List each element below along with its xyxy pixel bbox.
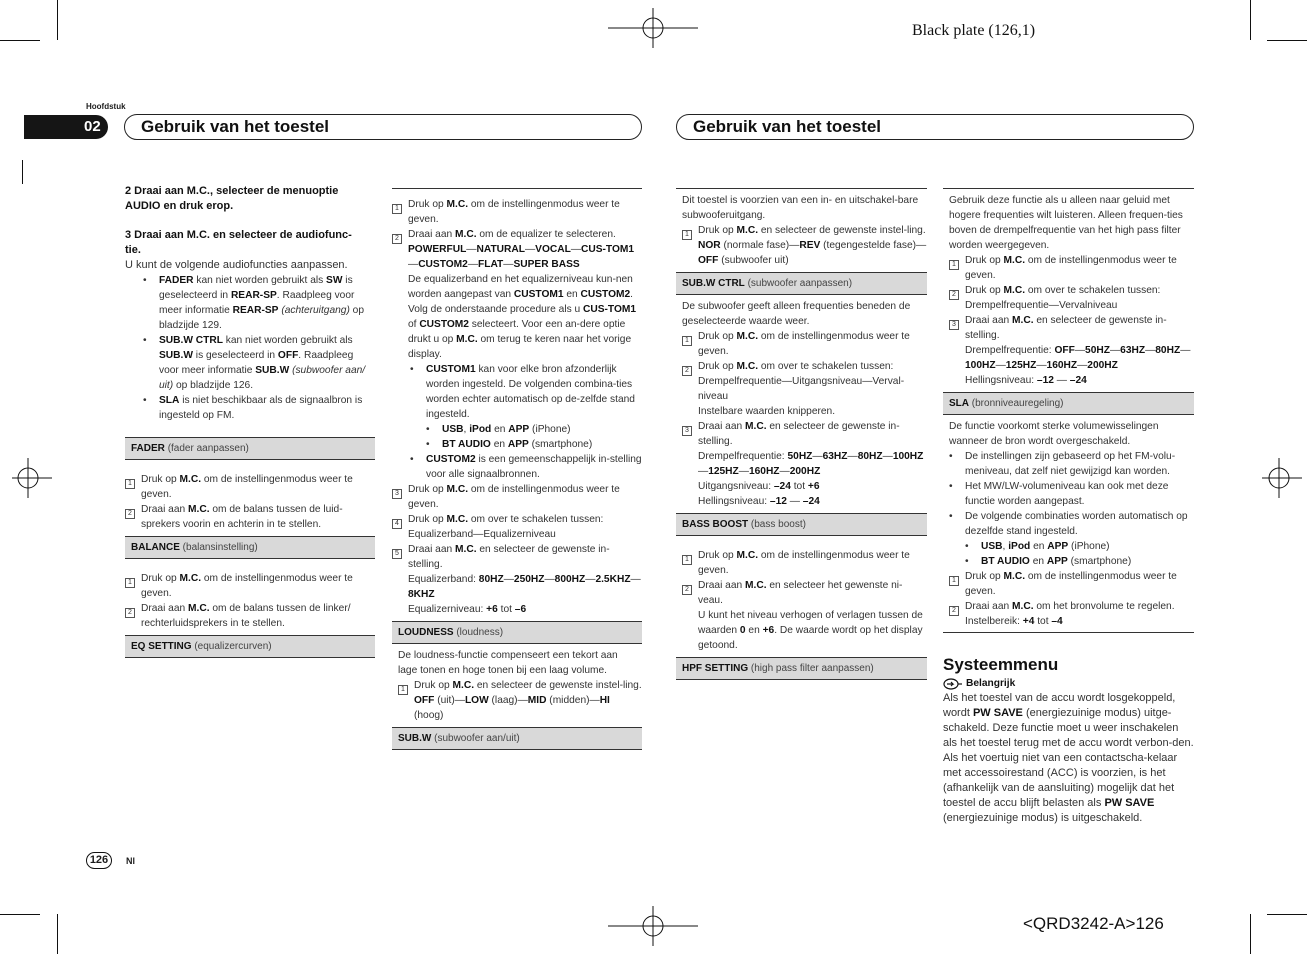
list-item: • USB, iPod en APP (iPhone): [426, 424, 571, 435]
crop-mark: [1267, 40, 1307, 41]
list-item: 1 Druk op M.C. om de instellingenmodus weer te geven.: [676, 329, 927, 359]
sla-header: SLA (bronniveauregeling): [943, 392, 1194, 415]
list-item: 1 Druk op M.C. om de instellingenmodus weer te geven.: [676, 548, 927, 578]
list-item: 2 Draai aan M.C. om de balans tussen de luid-sprekers voorin en achterin in te stellen.: [125, 502, 375, 532]
crop-mark: [0, 914, 40, 915]
subw-ctrl-header: SUB.W CTRL (subwoofer aanpassen): [676, 272, 927, 295]
crop-mark: [22, 160, 23, 184]
language-code: Nl: [126, 856, 135, 866]
registration-mark-icon: [1262, 458, 1302, 498]
column-2: [392, 188, 642, 750]
list-item: 2 Draai aan M.C. om de balans tussen de linker/ rechterluidsprekers in te stellen.: [125, 601, 375, 631]
list-item: 3 Druk op M.C. om de instellingenmodus weer te geven.: [392, 482, 642, 512]
important-icon: [943, 678, 963, 690]
list-item: 1 Druk op M.C. om de instellingenmodus weer te geven.: [943, 569, 1194, 599]
list-item: • BT AUDIO en APP (smartphone): [426, 439, 593, 450]
list-item: 1 Druk op M.C. om de instellingenmodus weer te geven.: [943, 253, 1194, 283]
subwoofer-intro: Dit toestel is voorzien van een in- en uitschakel-bare subwooferuitgang.: [682, 195, 919, 221]
registration-mark-icon: [12, 458, 52, 498]
list-item: 2 Druk op M.C. om over te schakelen tussen: Drempelfrequentie—Vervalniveau: [943, 283, 1194, 313]
list-item: 3 Draai aan M.C. en selecteer de gewenste in-stelling. Drempelfrequentie: OFF—50HZ—63HZ—80HZ—100HZ—125HZ—160HZ—200HZ Hellingsniveau: –12 — –24: [943, 313, 1194, 388]
list-item: • USB, iPod en APP (iPhone): [965, 541, 1110, 552]
important-note: Belangrijk: [943, 676, 1194, 691]
list-item: • FADER kan niet worden gebruikt als SW is geselecteerd in REAR-SP. Raadpleeg voor meer informatie REAR-SP (achteruitgang) op bladzijde 129.: [143, 275, 365, 331]
subw-header: SUB.W (subwoofer aan/uit): [392, 727, 642, 750]
list-item: • BT AUDIO en APP (smartphone): [965, 556, 1132, 567]
step-2: 2 Draai aan M.C., selecteer de menuoptie AUDIO en druk erop.: [125, 185, 339, 212]
crop-mark: [57, 0, 58, 40]
step-3: 3 Draai aan M.C. en selecteer de audiofunc-: [125, 229, 352, 241]
crop-mark: [1250, 0, 1251, 40]
loudness-header: LOUDNESS (loudness): [392, 621, 642, 644]
list-item: 2 Druk op M.C. om over te schakelen tussen: Drempelfrequentie—Uitgangsniveau—Verval-niveau Instelbare waarden knipperen.: [676, 359, 927, 419]
section-banner-right: Gebruik van het toestel: [676, 114, 1194, 140]
registration-mark-icon: [608, 8, 698, 48]
list-item: • SUB.W CTRL kan niet worden gebruikt als SUB.W is geselecteerd in OFF. Raadpleeg voor meer informatie SUB.W (subwoofer aan/ uit) op bladzijde 126.: [143, 335, 366, 391]
list-item: 2 Draai aan M.C. om de equalizer te selecteren. POWERFUL—NATURAL—VOCAL—CUS-TOM1—CUSTOM2—FLAT—SUPER BASS De equalizerband en het equalizerniveau kun-nen worden aangepast van CUSTOM1 en CUSTOM2. Volg de onderstaande procedure als u CUS-TOM1 of CUSTOM2 selecteert. Voor een an-dere optie drukt u op M.C. om terug te keren naar het vorige display.: [392, 227, 642, 362]
hpf-description: Gebruik deze functie als u alleen naar geluid met hogere frequenties wilt luisteren. Alleen frequen-ties boven de drempelfrequentie van het high pass filter worden weergegeven.: [949, 195, 1183, 251]
balance-header: BALANCE (balansinstelling): [125, 536, 375, 559]
chapter-number: 02: [24, 115, 108, 139]
list-item: • De instellingen zijn gebaseerd op het FM-volu-meniveau, dat zelf niet gewijzigd kan worden.: [949, 451, 1176, 477]
systeemmenu-title: Systeemmenu: [943, 655, 1059, 674]
plate-label: Black plate (126,1): [912, 22, 1036, 39]
section-banner-left: Gebruik van het toestel: [124, 114, 642, 140]
eq-setting-header: EQ SETTING (equalizercurven): [125, 635, 375, 658]
footer-code: <QRD3242-A>126: [1023, 914, 1164, 933]
list-item: 2 Draai aan M.C. om het bronvolume te regelen. Instelbereik: +4 tot –4: [943, 599, 1194, 629]
sla-description: De functie voorkomt sterke volumewisselingen wanneer de bron wordt overgeschakeld.: [949, 421, 1159, 447]
subw-ctrl-description: De subwoofer geeft alleen frequenties beneden de geselecteerde waarde weer.: [682, 301, 911, 327]
list-item: 5 Draai aan M.C. en selecteer de gewenste in-stelling. Equalizerband: 80HZ—250HZ—800HZ—2.5KHZ—8KHZ Equalizerniveau: +6 tot –6: [392, 542, 642, 617]
column-3: [676, 188, 927, 680]
list-item: 4 Druk op M.C. om over te schakelen tussen: Equalizerband—Equalizerniveau: [392, 512, 642, 542]
crop-mark: [57, 914, 58, 954]
crop-mark: [1267, 914, 1307, 915]
list-item: 1 Druk op M.C. en selecteer de gewenste instel-ling. OFF (uit)—LOW (laag)—MID (midden)—HI (hoog): [392, 678, 642, 723]
bass-boost-header: BASS BOOST (bass boost): [676, 513, 927, 536]
list-item: • De volgende combinaties worden automatisch op dezelfde stand ingesteld.: [949, 511, 1188, 537]
list-item: 1 Druk op M.C. om de instellingenmodus weer te geven.: [392, 197, 642, 227]
intro-text: U kunt de volgende audiofuncties aanpassen.: [125, 259, 348, 271]
page-number: 126: [86, 852, 112, 869]
list-item: • SLA is niet beschikbaar als de signaalbron is ingesteld op FM.: [143, 395, 363, 421]
registration-mark-icon: [608, 906, 698, 946]
list-item: 1 Druk op M.C. om de instellingenmodus weer te geven.: [125, 472, 375, 502]
list-item: • CUSTOM1 kan voor elke bron afzonderlijk worden ingesteld. De volgenden combina-ties worden echter automatisch op de-zelfde stand ingesteld.: [410, 364, 635, 420]
list-item: 1 Druk op M.C. en selecteer de gewenste instel-ling. NOR (normale fase)—REV (tegengestelde fase)—OFF (subwoofer uit): [676, 223, 927, 268]
list-item: • CUSTOM2 is een gemeenschappelijk in-stelling voor alle signaalbronnen.: [410, 454, 642, 480]
fader-header: FADER (fader aanpassen): [125, 437, 375, 460]
list-item: 2 Draai aan M.C. en selecteer het gewenste ni-veau. U kunt het niveau verhogen of verlagen tussen de waarden 0 en +6. De waarde wordt op het display getoond.: [676, 578, 927, 653]
crop-mark: [1250, 914, 1251, 954]
list-item: 1 Druk op M.C. om de instellingenmodus weer te geven.: [125, 571, 375, 601]
hpf-setting-header: HPF SETTING (high pass filter aanpassen): [676, 657, 927, 680]
crop-mark: [0, 40, 40, 41]
column-1: 2 Draai aan M.C., selecteer de menuoptie AUDIO en druk erop. 3 Draai aan M.C. en selecteer de audiofunc- tie. U kunt de volgende audiofuncties aanpassen. • FADER kan niet worden gebruikt als SW is geselecteerd in REAR-SP. Raadpleeg voor meer informatie REAR-SP (achteruitgang) op bladzijde 129. • SUB.W CTRL kan niet worden gebruikt als SUB.W is geselecteerd in OFF. Raadpleeg voor meer informatie SUB.W (subwoofer aan/ uit) op bladzijde 126. • SLA is niet beschikbaar als de signaalbron is ingesteld op FM. FADER (fader aanpassen) 1 Druk op M.C. om de instellingenmodus weer te geven. 2 Draai aan M.C. om de balans tussen de luid-sprekers voorin en achterin in te stellen. BALANCE (balansinstelling) 1 Druk op M.C. om de instellingenmodus weer te geven. 2 Draai aan M.C. om de balans tussen de linker/ rechterluidsprekers in te stellen. EQ SETTING (equalizercurven): [125, 184, 375, 658]
list-item: 3 Draai aan M.C. en selecteer de gewenste in-stelling. Drempelfrequentie: 50HZ—63HZ—80HZ—100HZ—125HZ—160HZ—200HZ Uitgangsniveau: –24 tot +6 Hellingsniveau: –12 — –24: [676, 419, 927, 509]
chapter-label: Hoofdstuk: [86, 102, 126, 111]
list-item: • Het MW/LW-volumeniveau kan ook met deze functie worden aangepast.: [949, 481, 1169, 507]
column-4: Gebruik deze functie als u alleen naar geluid met hogere frequenties wilt luisteren. Alleen frequen-ties boven de drempelfrequentie van het high pass filter worden weergegeven. 1 Druk op M.C. om de instellingenmodus weer te geven. 2 Druk op M.C. om over te schakelen tussen: Drempelfrequentie—Vervalniveau 3 Draai aan M.C. en selecteer de gewenste in-stelling. Drempelfrequentie: OFF—50HZ—63HZ—80HZ—100HZ—125HZ—160HZ—200HZ Hellingsniveau: –12 — –24 SLA (bronniveauregeling) De functie voorkomt sterke volumewisselingen wanneer de bron wordt overgeschakeld. • De instellingen zijn gebaseerd op het FM-volu-meniveau, dat zelf niet gewijzigd kan worden. • Het MW/LW-volumeniveau kan ook met deze functie worden aangepast. • De volgende combinaties worden automatisch op dezelfde stand ingesteld. • USB, iPod en APP (iPhone) • BT AUDIO en APP (smartphone) 1 Druk op M.C. om de instellingenmodus weer te geven. 2 Draai aan M.C. om het bronvolume te regelen. Instelbereik: +4 tot –4 Systeemmenu Belangrijk Als het toestel van de accu wordt losgekoppeld, wordt PW SAVE (energiezuinige modus) uitge-schakeld. Deze functie moet u weer inschakelen als het toestel terug met de accu wordt verbon-den. Als het voertuig niet van een contactscha-kelaar met accessoirestand (ACC) is voorzien, is het (afhankelijk van de aansluiting) mogelijk dat het toestel de accu blijft belasten als PW SAVE (energiezuinige modus) is uitgeschakeld.: [943, 188, 1194, 826]
loudness-description: De loudness-functie compenseert een tekort aan lage tonen en hoge tonen bij een laag volume.: [398, 650, 618, 676]
